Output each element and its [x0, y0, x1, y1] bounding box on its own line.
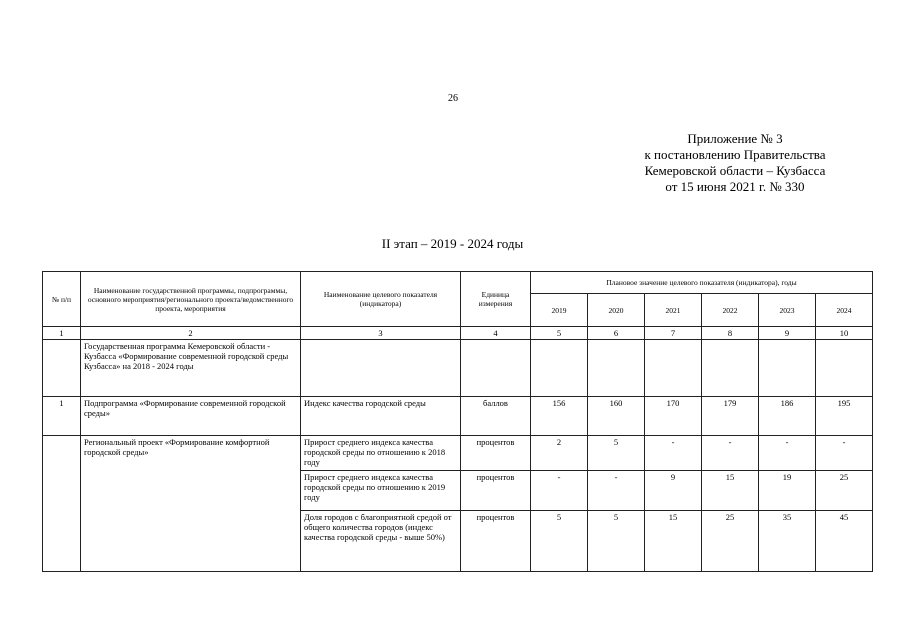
row-unit: процентов — [461, 510, 531, 571]
row-value: 5 — [588, 435, 645, 470]
header-num: № п/п — [43, 272, 81, 327]
appendix-line: Кемеровской области – Кузбасса — [644, 163, 826, 178]
column-number-row — [43, 327, 873, 340]
appendix-line: Приложение № 3 — [687, 131, 783, 146]
row-value: 156 — [531, 397, 588, 435]
row-value: 19 — [759, 471, 816, 511]
row-value: 35 — [759, 510, 816, 571]
row-value: 15 — [702, 471, 759, 511]
header-year: 2024 — [816, 294, 873, 327]
column-number: 5 — [531, 327, 588, 340]
table-row-subprogram — [43, 397, 873, 435]
indicators-table — [42, 271, 873, 572]
column-number: 4 — [461, 327, 531, 340]
row-num — [43, 435, 81, 571]
header-unit: Единица измерения — [461, 272, 531, 327]
row-value: 179 — [702, 397, 759, 435]
row-program: Подпрограмма «Формирование современной городской среды» — [81, 397, 301, 435]
header-indicator: Наименование целевого показателя (индикатора) — [301, 272, 461, 327]
column-number: 1 — [43, 327, 81, 340]
header-planned-values: Плановое значение целевого показателя (индикатора), годы — [531, 272, 873, 294]
column-number: 7 — [645, 327, 702, 340]
row-indicator: Прирост среднего индекса качества городской среды по отношению к 2018 году — [301, 435, 461, 470]
row-unit — [461, 340, 531, 397]
row-value — [702, 340, 759, 397]
row-value: 25 — [702, 510, 759, 571]
row-value — [531, 340, 588, 397]
row-value: 5 — [531, 510, 588, 571]
appendix-block — [560, 131, 905, 195]
row-value: 15 — [645, 510, 702, 571]
header-year: 2023 — [759, 294, 816, 327]
row-value: 160 — [588, 397, 645, 435]
row-value: 195 — [816, 397, 873, 435]
row-value: 2 — [531, 435, 588, 470]
appendix-line: от 15 июня 2021 г. № 330 — [665, 179, 805, 194]
header-year: 2020 — [588, 294, 645, 327]
row-num: 1 — [43, 397, 81, 435]
row-value: 5 — [588, 510, 645, 571]
row-value: 186 — [759, 397, 816, 435]
row-value: 25 — [816, 471, 873, 511]
row-value: 45 — [816, 510, 873, 571]
header-year: 2019 — [531, 294, 588, 327]
row-value — [816, 340, 873, 397]
page-number: 26 — [448, 93, 458, 104]
column-number: 10 — [816, 327, 873, 340]
row-indicator: Прирост среднего индекса качества городской среды по отношению к 2019 году — [301, 471, 461, 511]
row-indicator: Доля городов с благоприятной средой от общего количества городов (индекс качества городской среды - выше 50%) — [301, 510, 461, 571]
row-num — [43, 340, 81, 397]
row-value — [588, 340, 645, 397]
row-value: - — [531, 471, 588, 511]
table-row-regional-project — [43, 435, 873, 470]
row-value: - — [816, 435, 873, 470]
column-number: 2 — [81, 327, 301, 340]
row-program: Государственная программа Кемеровской области - Кузбасса «Формирование современной городской среды Кузбасса» на 2018 - 2024 годы — [81, 340, 301, 397]
row-program: Региональный проект «Формирование комфортной городской среды» — [81, 435, 301, 571]
row-indicator — [301, 340, 461, 397]
row-value: - — [588, 471, 645, 511]
row-value — [645, 340, 702, 397]
stage-title: II этап – 2019 - 2024 годы — [381, 236, 524, 251]
row-value — [759, 340, 816, 397]
column-number: 8 — [702, 327, 759, 340]
row-value: 170 — [645, 397, 702, 435]
header-program: Наименование государственной программы, подпрограммы, основного мероприятия/регионального проекта/ведомственного проекта, мероприятия — [81, 272, 301, 327]
column-number: 3 — [301, 327, 461, 340]
column-number: 9 — [759, 327, 816, 340]
row-value: - — [759, 435, 816, 470]
row-value: - — [645, 435, 702, 470]
row-value: - — [702, 435, 759, 470]
row-unit: баллов — [461, 397, 531, 435]
table-row-state-program — [43, 340, 873, 397]
appendix-line: к постановлению Правительства — [644, 147, 826, 162]
row-value: 9 — [645, 471, 702, 511]
row-unit: процентов — [461, 435, 531, 470]
row-indicator: Индекс качества городской среды — [301, 397, 461, 435]
header-year: 2021 — [645, 294, 702, 327]
row-unit: процентов — [461, 471, 531, 511]
column-number: 6 — [588, 327, 645, 340]
header-year: 2022 — [702, 294, 759, 327]
